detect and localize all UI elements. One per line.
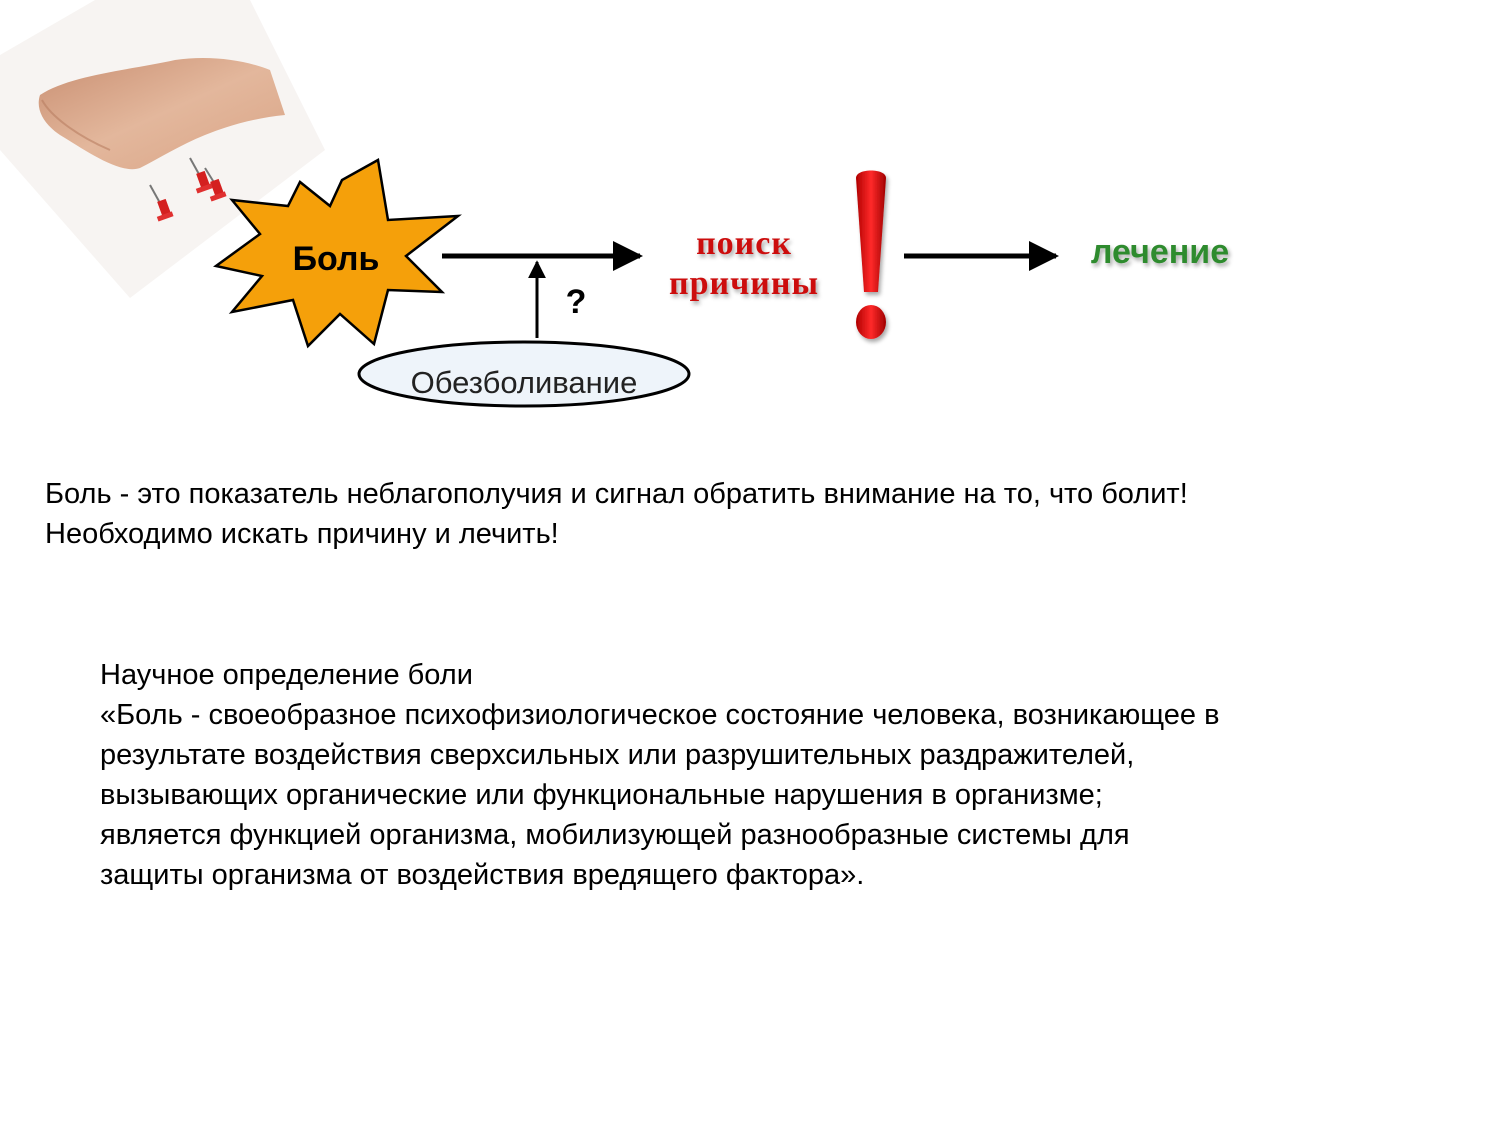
search-cause-label [669,225,819,302]
analgesia-label: Обезболивание [410,365,638,400]
definition-line: защиты организма от воздействия вредящего фактора». [100,859,865,891]
definition-line: результате воздействия сверхсильных или разрушительных раздражителей, [100,739,1135,771]
search-line2: причины [669,265,819,302]
analgesia-node [359,342,689,406]
statement-line-1: Боль - это показатель неблагополучия и сигнал обратить внимание на то, что болит! [45,478,1188,510]
question-mark: ? [565,283,587,321]
scientific-definition [100,655,1440,895]
definition-heading: Научное определение боли [100,659,473,691]
pain-diagram [0,0,1500,440]
search-line1: поиск [696,225,792,262]
statement-line-2: Необходимо искать причину и лечить! [45,518,559,550]
exclamation-text: ! [0,0,1,1]
definition-line: вызывающих органические или функциональные нарушения в организме; [100,779,1103,811]
treatment-label: лечение [1090,233,1230,271]
pain-label: Боль [292,240,380,278]
pain-statement [45,474,1188,554]
definition-line: является функцией организма, мобилизующей разнообразные системы для [100,819,1130,851]
definition-line: «Боль - своеобразное психофизиологическое состояние человека, возникающее в [100,699,1220,731]
